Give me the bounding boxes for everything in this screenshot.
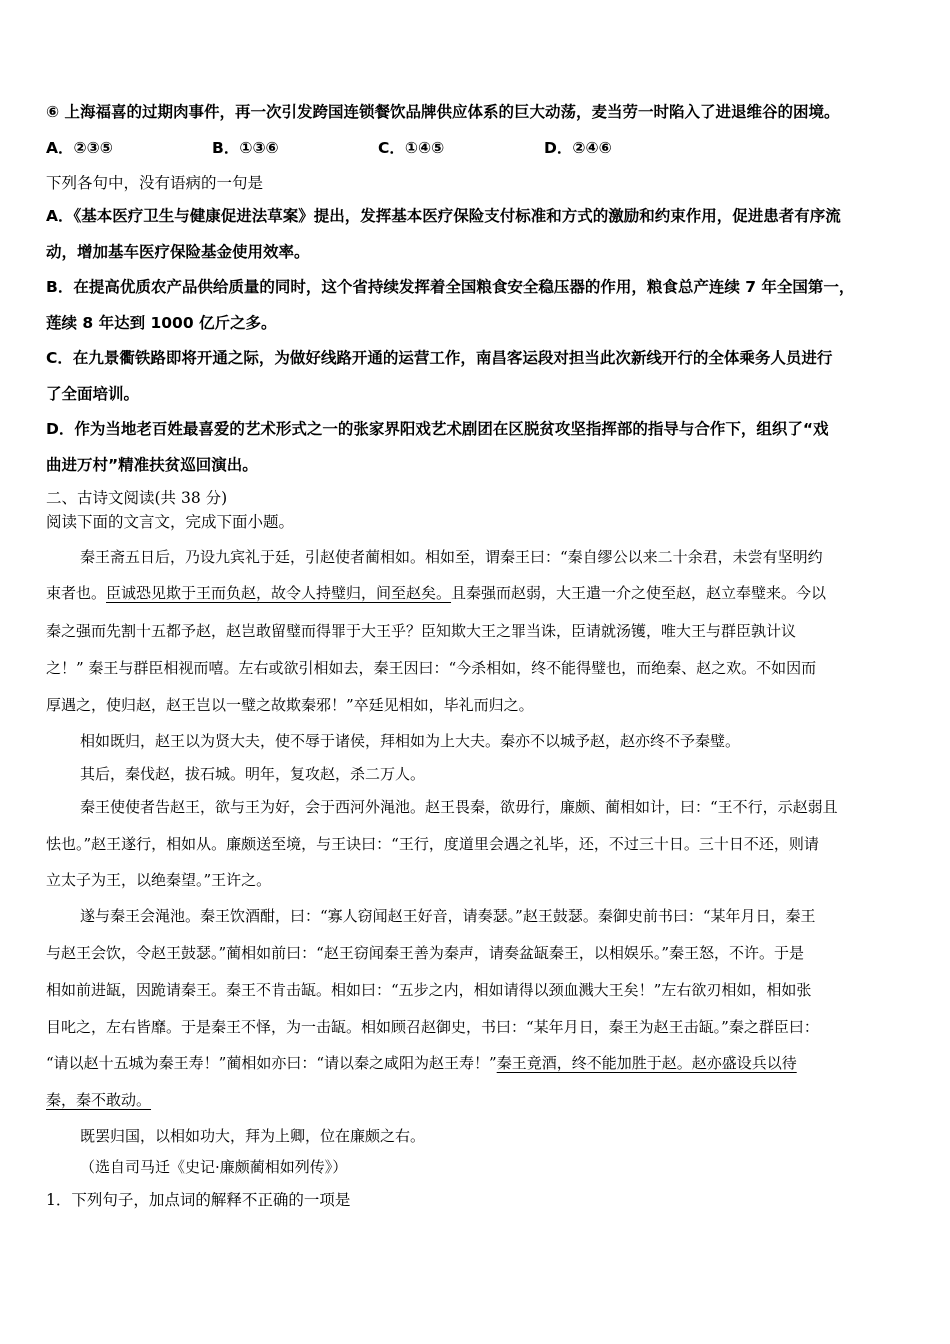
grammar-option-b-line-1: B．在提高优质农产品供给质量的同时，这个省持续发挥着全国粮食安全稳压器的作用，粮食总产连续 7 年全国第一， (46, 278, 855, 296)
passage-p5-line-1: 遂与秦王会渑池。秦王饮酒酣，曰：“寡人窃闻赵王好音，请奏瑟。”赵王鼓瑟。秦御史前书曰：“某年月日，秦王 (80, 907, 816, 925)
passage-text: 且秦强而赵弱，大王遣一介之使至赵，赵立奉璧来。今以 (451, 584, 827, 602)
passage-p1-line-1: 秦王斋五日后，乃设九宾礼于廷，引赵使者蔺相如。相如至，谓秦王曰：“秦自缪公以来二十余君，未尝有坚明约 (80, 548, 823, 566)
passage-p1-line-5: 厚遇之，使归赵，赵王岂以一璧之故欺秦邪！”卒廷见相如，毕礼而归之。 (46, 696, 534, 714)
passage-p1-line-3: 秦之强而先割十五都予赵，赵岂敢留璧而得罪于大王乎？臣知欺大王之罪当诛，臣请就汤镬，唯大王与群臣孰计议 (46, 622, 797, 640)
passage-p6: 既罢归国，以相如功大，拜为上卿，位在廉颇之右。 (80, 1127, 426, 1145)
grammar-option-b-line-2: 莲续 8 年达到 1000 亿斤之多。 (46, 314, 277, 332)
section-2-heading: 二、古诗文阅读(共 38 分) (46, 489, 228, 507)
passage-p5-line-2: 与赵王会饮，令赵王鼓瑟。”蔺相如前曰：“赵王窃闻秦王善为秦声，请奏盆缻秦王，以相娱乐。”秦王怒，不许。于是 (46, 944, 805, 962)
prev-option-c: C．①④⑤ (378, 139, 445, 157)
passage-p1-line-2 (46, 583, 826, 603)
passage-p4-line-1: 秦王使使者告赵王，欲与王为好，会于西河外渑池。赵王畏秦，欲毋行，廉颇、蔺相如计，曰：“王不行，示赵弱且 (80, 798, 838, 816)
passage-p5-line-5 (46, 1053, 797, 1073)
underlined-sentence-2-end: 秦，秦不敢动。 (46, 1091, 152, 1109)
passage-p1-line-4: 之！” 秦王与群臣相视而嘻。左右或欲引相如去，秦王因曰：“今杀相如，终不能得璧也，而绝秦、赵之欢。不如因而 (46, 659, 817, 677)
grammar-option-c-line-1: C．在九景衢铁路即将开通之际，为做好线路开通的运营工作，南昌客运段对担当此次新线开行的全体乘务人员进行 (46, 349, 833, 367)
passage-p5-line-3: 相如前进缻，因跪请秦王。秦王不肯击缻。相如曰：“五步之内，相如请得以颈血溅大王矣！”左右欲刃相如，相如张 (46, 981, 812, 999)
grammar-question-stem: 下列各句中，没有语病的一句是 (46, 174, 264, 192)
prev-option-b: B．①③⑥ (212, 139, 279, 157)
passage-p4-line-2: 怯也。”赵王遂行，相如从。廉颇送至境，与王诀曰：“王行，度道里会遇之礼毕，还，不过三十日。三十日不还，则请 (46, 835, 819, 853)
grammar-option-a-line-1: A．《基本医疗卫生与健康促进法草案》提出，发挥基本医疗保险支付标准和方式的激励和约束作用，促进患者有序流 (46, 207, 841, 225)
prev-question-item-6: ⑥ 上海福喜的过期肉事件，再一次引发跨国连锁餐饮品牌供应体系的巨大动荡，麦当劳一时陷入了进退维谷的困境。 (46, 103, 840, 121)
grammar-option-a-line-2: 动，增加基车医疗保险基金使用效率。 (46, 243, 310, 261)
underlined-sentence-2: 秦王竟酒，终不能加胜于赵。赵亦盛设兵以待 (496, 1054, 797, 1072)
grammar-option-d-line-2: 曲进万村”精准扶贫巡回演出。 (46, 456, 258, 474)
prev-option-a: A．②③⑤ (46, 139, 113, 157)
passage-text: “请以赵十五城为秦王寿！”蔺相如亦曰：“请以秦之咸阳为赵王寿！” (46, 1054, 497, 1072)
prev-option-d: D．②④⑥ (544, 139, 612, 157)
question-1-stem: 1．下列句子，加点词的解释不正确的一项是 (46, 1191, 351, 1209)
passage-text: 束者也。 (46, 584, 107, 602)
passage-p4-line-3: 立太子为王，以绝秦望。”王许之。 (46, 871, 272, 889)
passage-p3: 其后，秦伐赵，拔石城。明年，复攻赵，杀二万人。 (80, 765, 426, 783)
grammar-option-d-line-1: D．作为当地老百姓最喜爱的艺术形式之一的张家界阳戏艺术剧团在区脱贫攻坚指挥部的指导与合作下，组织了“戏 (46, 420, 829, 438)
passage-p2: 相如既归，赵王以为贤大夫，使不辱于诸侯，拜相如为上大夫。秦亦不以城予赵，赵亦终不予秦璧。 (80, 732, 741, 750)
grammar-option-c-line-2: 了全面培训。 (46, 385, 140, 403)
section-2-instruction: 阅读下面的文言文，完成下面小题。 (46, 513, 295, 531)
underlined-sentence-1: 臣诚恐见欺于王而负赵，故令人持璧归，间至赵矣。 (106, 584, 452, 602)
passage-source: （选自司马迁《史记·廉颇蔺相如列传》） (80, 1158, 348, 1176)
passage-p5-line-4: 目叱之，左右皆靡。于是秦王不怿，为一击缻。相如顾召赵御史，书曰：“某年月日，秦王为赵王击缻。”秦之群臣曰： (46, 1018, 819, 1036)
passage-p5-line-6 (46, 1090, 151, 1110)
